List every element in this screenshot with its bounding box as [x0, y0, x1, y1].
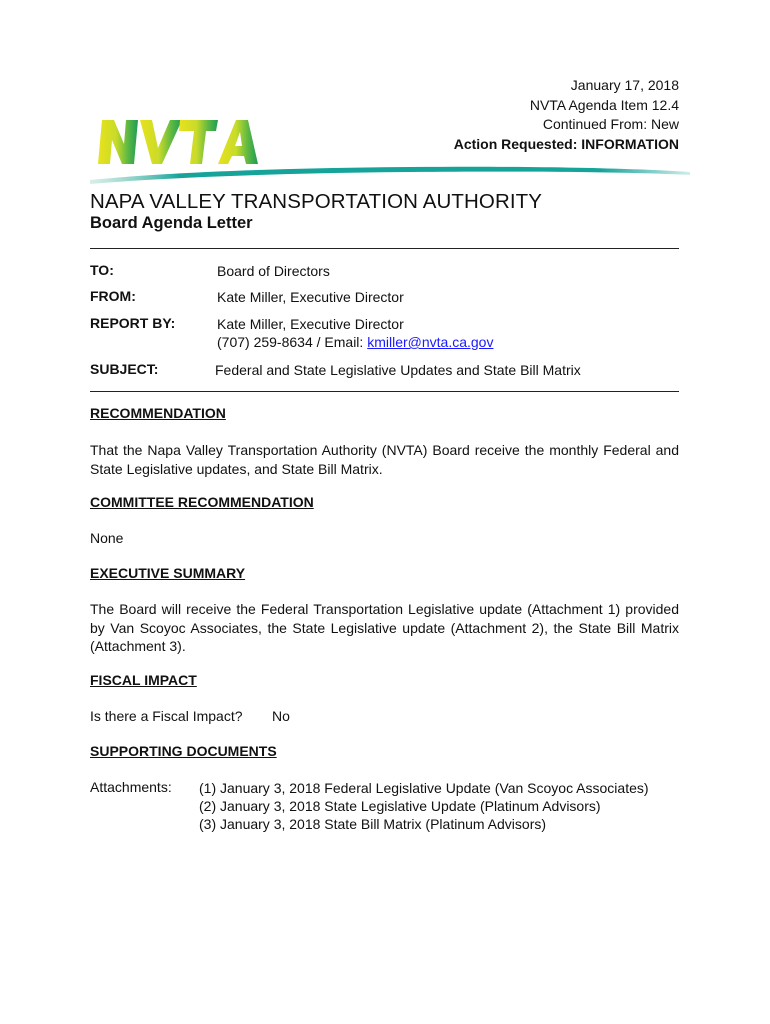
to-label: TO: — [90, 262, 114, 278]
report-by-label: REPORT BY: — [90, 315, 176, 331]
fiscal-answer: No — [272, 708, 290, 724]
subject-label: SUBJECT: — [90, 361, 159, 377]
attachment-item: (1) January 3, 2018 Federal Legislative Update (Van Scoyoc Associates) — [199, 780, 649, 796]
fiscal-heading: FISCAL IMPACT — [90, 672, 197, 688]
action-requested: Action Requested: INFORMATION — [453, 135, 679, 152]
continued-from: Continued From: New — [542, 116, 679, 132]
subject-value: Federal and State Legislative Updates and State Bill Matrix — [215, 362, 581, 378]
attachment-item: (2) January 3, 2018 State Legislative Update (Platinum Advisors) — [199, 798, 601, 814]
fiscal-question: Is there a Fiscal Impact? — [90, 708, 243, 724]
committee-heading: COMMITTEE RECOMMENDATION — [90, 494, 314, 510]
recommendation-heading: RECOMMENDATION — [90, 405, 226, 421]
email-link[interactable]: kmiller@nvta.ca.gov — [367, 334, 494, 350]
divider — [90, 248, 679, 249]
divider — [90, 391, 679, 392]
attachments-label: Attachments: — [90, 779, 172, 795]
to-value: Board of Directors — [217, 263, 330, 279]
attachments-list — [199, 779, 669, 833]
committee-text: None — [90, 530, 124, 546]
summary-heading: EXECUTIVE SUMMARY — [90, 565, 246, 581]
attachment-item: (3) January 3, 2018 State Bill Matrix (Platinum Advisors) — [199, 816, 547, 832]
report-by-name: Kate Miller, Executive Director — [217, 316, 404, 332]
agenda-item: NVTA Agenda Item 12.4 — [529, 96, 679, 113]
report-by-value — [217, 315, 493, 351]
meeting-date: January 17, 2018 — [570, 77, 679, 93]
summary-text: The Board will receive the Federal Transportation Legislative update (Attachment 1) provided by Van Scoyoc Associates, the State Legislative update (Attachment 2), the State Bill Matrix (Attachment 3). — [90, 601, 679, 654]
organization-title: NAPA VALLEY TRANSPORTATION AUTHORITY — [90, 190, 543, 213]
from-value: Kate Miller, Executive Director — [217, 289, 404, 305]
header-meta — [454, 76, 679, 154]
header-swoosh — [90, 158, 690, 186]
report-by-phone: (707) 259-8634 / Email: — [217, 334, 368, 350]
supporting-heading: SUPPORTING DOCUMENTS — [90, 743, 277, 759]
report-by-contact — [217, 333, 493, 351]
from-label: FROM: — [90, 288, 136, 304]
document-type: Board Agenda Letter — [90, 214, 253, 232]
recommendation-text: That the Napa Valley Transportation Authority (NVTA) Board receive the monthly Federal and State Legislative updates, and State Bill Matrix. — [90, 442, 679, 477]
